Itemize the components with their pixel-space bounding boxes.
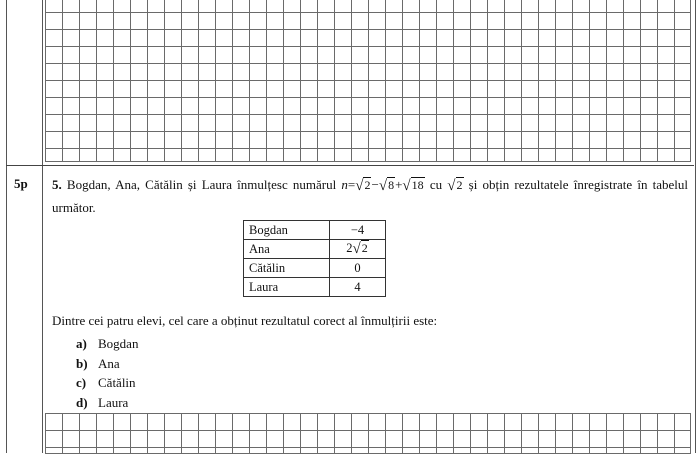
option-d[interactable] <box>76 393 138 413</box>
option-text: Bogdan <box>98 336 139 351</box>
equals-sign: = <box>347 177 356 192</box>
variable-n: n <box>341 177 348 192</box>
answer-grid-bottom <box>45 413 691 454</box>
plus-sign: + <box>395 177 403 192</box>
option-text: Ana <box>98 355 120 371</box>
minus-sign: − <box>371 177 379 192</box>
problem-statement <box>52 174 688 218</box>
formula-n <box>341 177 424 192</box>
student-name: Cătălin <box>244 259 330 278</box>
sqrt-18: √18 <box>402 178 424 194</box>
table-row <box>244 221 386 240</box>
student-name: Laura <box>244 278 330 297</box>
option-text: Laura <box>98 394 129 410</box>
option-letter: c) <box>76 375 87 391</box>
sqrt-8: √8 <box>378 178 395 194</box>
student-result: 2√2 <box>330 240 386 259</box>
problem-text-before: Bogdan, Ana, Cătălin și Laura înmulțesc numărul <box>66 177 337 192</box>
sqrt-2: √2 <box>355 178 371 194</box>
student-name: Bogdan <box>244 221 330 240</box>
option-letter: b) <box>76 355 88 371</box>
student-result: 0 <box>330 259 386 278</box>
problem-text-after: și obțin rezultatele înregistrate în tabelul următor. <box>52 177 689 215</box>
answer-grid-top <box>45 0 691 162</box>
problem-separator <box>6 165 694 166</box>
points-label: 5p <box>14 176 28 191</box>
option-text: Cătălin <box>98 375 136 391</box>
student-result: −4 <box>330 221 386 240</box>
option-letter: d) <box>76 394 88 410</box>
option-a[interactable] <box>76 334 138 354</box>
question-text: Dintre cei patru elevi, cel care a obținut rezultatul corect al înmulțirii este: <box>52 313 438 328</box>
answer-options <box>76 334 138 412</box>
student-name: Ana <box>244 240 330 259</box>
table-row <box>244 240 386 259</box>
score-column-divider <box>42 0 43 453</box>
table-row <box>244 259 386 278</box>
text-cu: cu <box>429 177 443 192</box>
results-table <box>243 220 386 297</box>
option-b[interactable] <box>76 354 138 374</box>
option-letter: a) <box>76 336 87 351</box>
student-result: 4 <box>330 278 386 297</box>
table-row <box>244 278 386 297</box>
sqrt-2-multiplier: √2 <box>447 178 463 194</box>
option-c[interactable] <box>76 373 138 393</box>
problem-number: 5. <box>52 177 62 192</box>
